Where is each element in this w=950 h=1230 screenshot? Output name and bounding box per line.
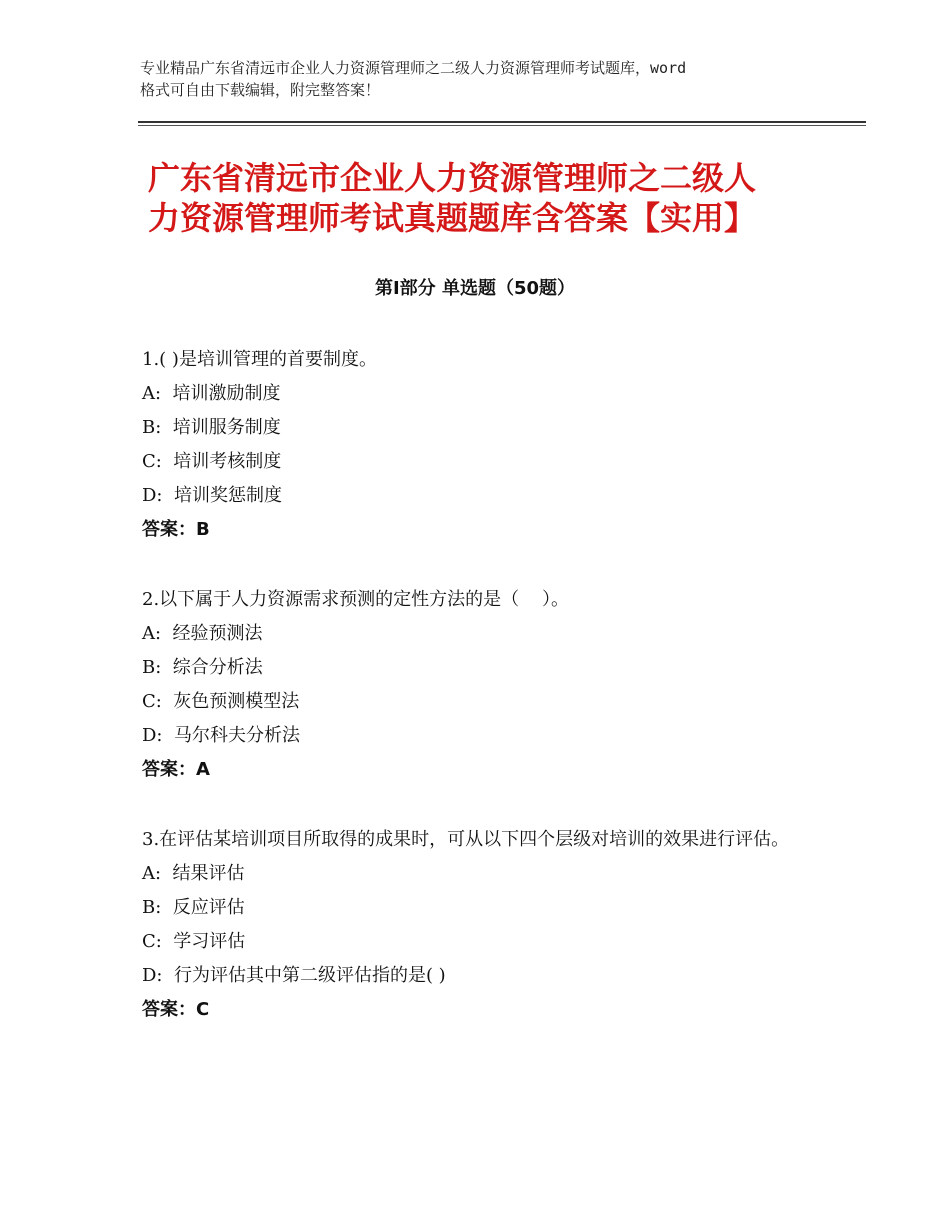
answer: 答案：B bbox=[142, 519, 210, 540]
option-b: B: 综合分析法 bbox=[142, 657, 263, 678]
answer: 答案：C bbox=[142, 999, 210, 1020]
option-b: B: 反应评估 bbox=[142, 897, 245, 918]
option-c: C: 灰色预测模型法 bbox=[142, 691, 300, 712]
header-note bbox=[140, 57, 840, 101]
question-3 bbox=[142, 823, 822, 1027]
option-d: D: 马尔科夫分析法 bbox=[142, 725, 300, 746]
document-title-line-2: 力资源管理师考试真题题库含答案【实用】 bbox=[148, 199, 757, 237]
option-b: B: 培训服务制度 bbox=[142, 417, 281, 438]
question-2 bbox=[142, 583, 822, 787]
option-c: C: 学习评估 bbox=[142, 931, 246, 952]
section-title: 第Ⅰ部分 单选题（50题） bbox=[374, 278, 575, 299]
header-note-line-2: 格式可自由下载编辑，附完整答案！ bbox=[140, 81, 381, 99]
option-c: C: 培训考核制度 bbox=[142, 451, 282, 472]
question-list bbox=[142, 343, 822, 1063]
header-divider-thick bbox=[138, 121, 866, 123]
question-1 bbox=[142, 343, 822, 547]
answer: 答案：A bbox=[142, 759, 210, 780]
document-title-line-1: 广东省清远市企业人力资源管理师之二级人 bbox=[148, 159, 757, 197]
question-stem: 2.以下属于人力资源需求预测的定性方法的是（ ）。 bbox=[142, 589, 570, 610]
option-a: A: 培训激励制度 bbox=[142, 383, 281, 404]
header-divider-thin bbox=[138, 125, 866, 126]
document-title bbox=[148, 158, 828, 238]
option-d: D: 培训奖惩制度 bbox=[142, 485, 282, 506]
option-d: D: 行为评估其中第二级评估指的是( ) bbox=[142, 965, 446, 986]
question-stem: 3.在评估某培训项目所取得的成果时，可从以下四个层级对培训的效果进行评估。 bbox=[142, 829, 790, 850]
option-a: A: 结果评估 bbox=[142, 863, 245, 884]
header-note-line-1: 专业精品广东省清远市企业人力资源管理师之二级人力资源管理师考试题库，word bbox=[140, 59, 687, 77]
question-stem: 1.( )是培训管理的首要制度。 bbox=[142, 349, 377, 370]
option-a: A: 经验预测法 bbox=[142, 623, 263, 644]
